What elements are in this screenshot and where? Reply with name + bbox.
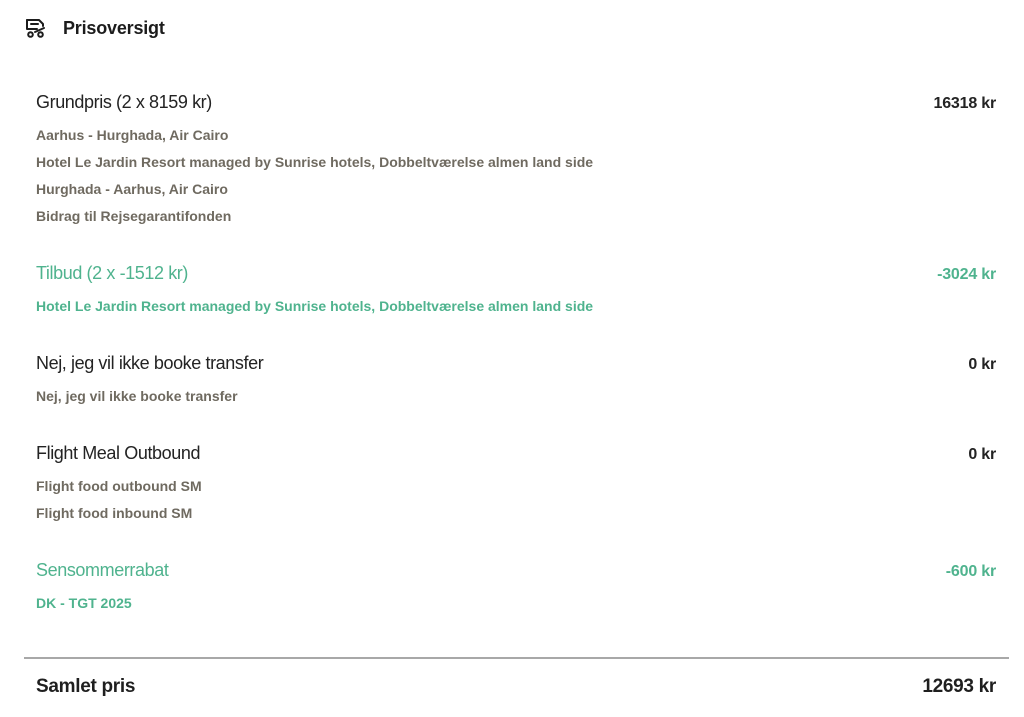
item-details — [36, 293, 996, 320]
item-detail: DK - TGT 2025 — [36, 595, 132, 611]
item-detail: Hotel Le Jardin Resort managed by Sunrise hotels, Dobbeltværelse almen land side — [36, 154, 594, 170]
price-item-transfer — [36, 353, 996, 410]
price-item-flight-meal — [36, 443, 996, 527]
item-label: Sensommerrabat — [36, 560, 169, 580]
item-amount: -600 kr — [945, 563, 996, 580]
item-label: Flight Meal Outbound — [36, 443, 201, 463]
item-label: Nej, jeg vil ikke booke transfer — [36, 353, 264, 373]
item-amount: 0 kr — [968, 446, 996, 463]
page-title: Prisoversigt — [63, 17, 165, 38]
price-overview-header — [24, 14, 165, 42]
total-row — [36, 676, 996, 698]
item-detail: Flight food inbound SM — [36, 505, 193, 521]
item-details — [36, 383, 996, 410]
item-label: Tilbud (2 x -1512 kr) — [36, 263, 188, 283]
total-amount: 12693 kr — [922, 676, 996, 697]
item-details — [36, 590, 996, 617]
total-divider — [24, 657, 1009, 659]
price-item-offer — [36, 263, 996, 320]
item-details — [36, 473, 996, 527]
item-detail: Flight food outbound SM — [36, 478, 202, 494]
item-detail: Aarhus - Hurghada, Air Cairo — [36, 127, 229, 143]
item-details — [36, 122, 996, 230]
item-label: Grundpris (2 x 8159 kr) — [36, 92, 212, 112]
price-item-base — [36, 92, 996, 230]
total-label: Samlet pris — [36, 676, 136, 697]
item-amount: -3024 kr — [937, 266, 996, 283]
item-amount: 0 kr — [968, 356, 996, 373]
item-detail: Bidrag til Rejsegarantifonden — [36, 208, 232, 224]
item-detail: Hotel Le Jardin Resort managed by Sunrise hotels, Dobbeltværelse almen land side — [36, 298, 594, 314]
price-item-late-summer-discount — [36, 560, 996, 617]
item-detail: Nej, jeg vil ikke booke transfer — [36, 388, 238, 404]
price-tag-icon — [24, 16, 48, 40]
item-detail: Hurghada - Aarhus, Air Cairo — [36, 181, 228, 197]
item-amount: 16318 kr — [933, 95, 996, 112]
